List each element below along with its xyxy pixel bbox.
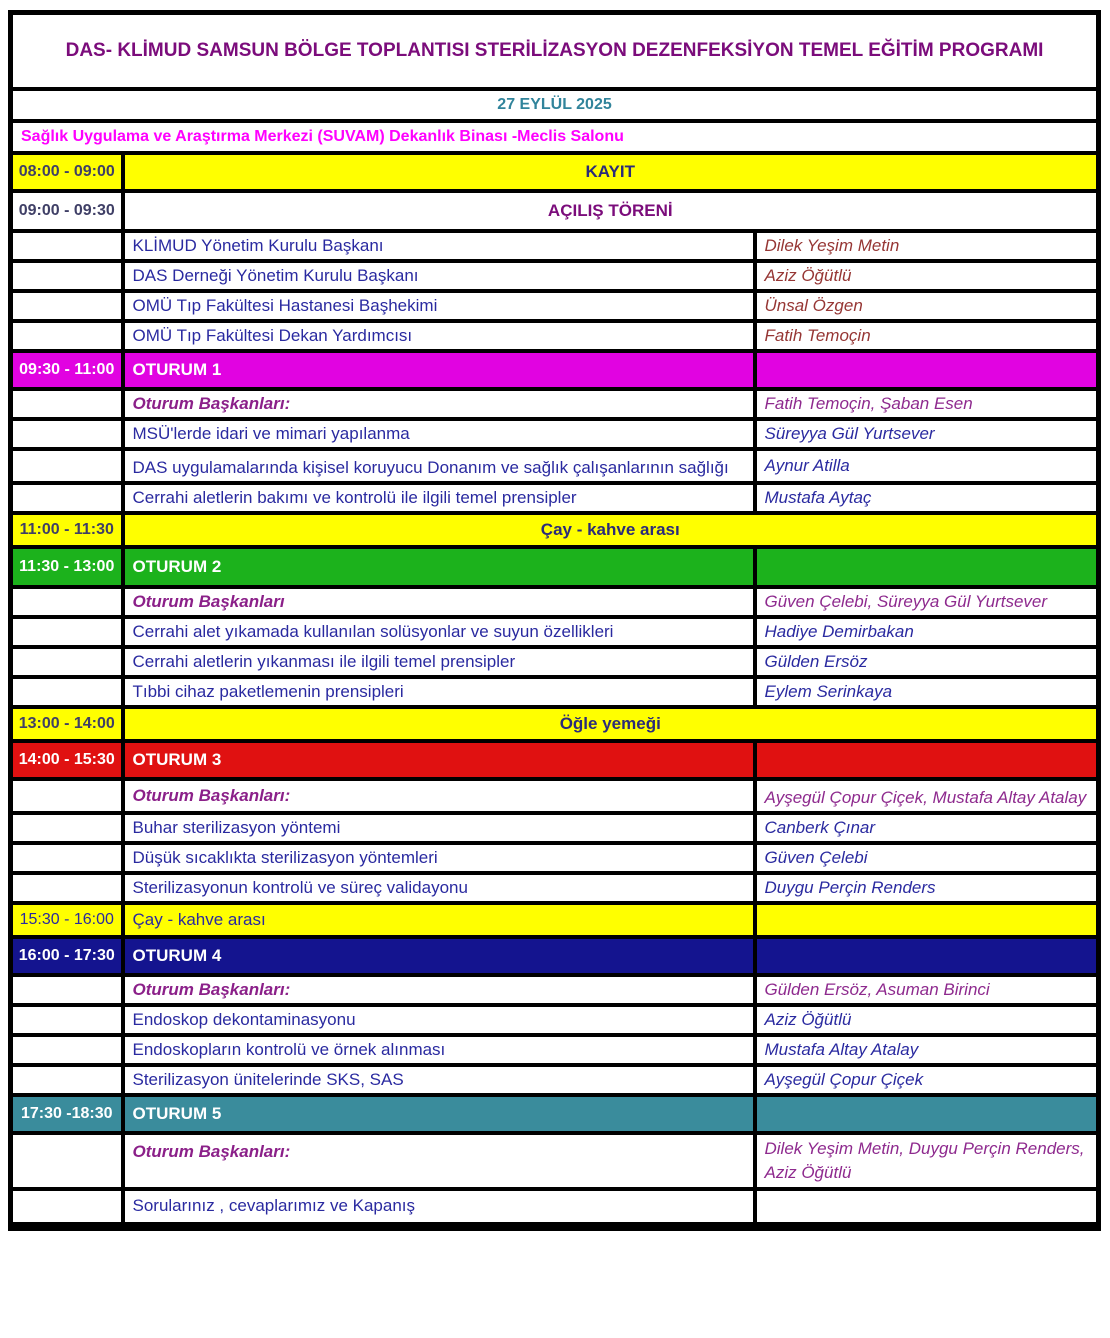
time-cell: 11:00 - 11:30 — [11, 513, 123, 547]
talk-row — [11, 617, 1099, 647]
speaker-cell: Gülden Ersöz — [755, 647, 1099, 677]
topic-cell: Tıbbi cihaz paketlemenin prensipleri — [123, 677, 755, 707]
banner-cell: Öğle yemeği — [123, 707, 1099, 741]
time-cell: 14:00 - 15:30 — [11, 741, 123, 779]
time-cell — [11, 231, 123, 261]
time-cell — [11, 1005, 123, 1035]
session-spacer-cell — [755, 903, 1099, 937]
opening-speaker-row — [11, 261, 1099, 291]
speaker-cell: Hadiye Demirbakan — [755, 617, 1099, 647]
location-row — [11, 121, 1099, 153]
session-row-2 — [11, 547, 1099, 587]
chairs-row — [11, 389, 1099, 419]
topic-cell: Cerrahi aletlerin yıkanması ile ilgili temel prensipler — [123, 647, 755, 677]
chairs-row — [11, 975, 1099, 1005]
topic-cell: Endoskop dekontaminasyonu — [123, 1005, 755, 1035]
time-cell — [11, 617, 123, 647]
topic-cell: Cerrahi alet yıkamada kullanılan solüsyonlar ve suyun özellikleri — [123, 617, 755, 647]
banner-cell: AÇILIŞ TÖRENİ — [123, 191, 1099, 231]
time-cell — [11, 779, 123, 813]
speaker-cell: Ayşegül Çopur Çiçek, Mustafa Altay Atalay — [755, 779, 1099, 813]
topic-cell: DAS Derneği Yönetim Kurulu Başkanı — [123, 261, 755, 291]
topic-cell: Oturum Başkanları: — [123, 975, 755, 1005]
title-row-text: DAS- KLİMUD SAMSUN BÖLGE TOPLANTISI STERİLİZASYON DEZENFEKSİYON TEMEL EĞİTİM PROGRAMI — [11, 13, 1099, 89]
session-label-cell: OTURUM 3 — [123, 741, 755, 779]
speaker-cell: Aziz Öğütlü — [755, 1005, 1099, 1035]
topic-cell: Oturum Başkanları: — [123, 779, 755, 813]
chairs-row — [11, 587, 1099, 617]
time-cell — [11, 1133, 123, 1189]
chairs-row — [11, 779, 1099, 813]
speaker-cell: Duygu Perçin Renders — [755, 873, 1099, 903]
speaker-cell: Süreyya Gül Yurtsever — [755, 419, 1099, 449]
speaker-cell: Aziz Öğütlü — [755, 261, 1099, 291]
kayit-row — [11, 153, 1099, 191]
speaker-cell — [755, 1189, 1099, 1227]
title-row — [11, 13, 1099, 89]
closing-row — [11, 1189, 1099, 1227]
session-spacer-cell — [755, 937, 1099, 975]
time-cell — [11, 587, 123, 617]
time-cell — [11, 321, 123, 351]
location-row-text: Sağlık Uygulama ve Araştırma Merkezi (SUVAM) Dekanlık Binası -Meclis Salonu — [11, 121, 1099, 153]
talk-row — [11, 647, 1099, 677]
talk-row — [11, 1065, 1099, 1095]
speaker-cell: Fatih Temoçin — [755, 321, 1099, 351]
time-cell — [11, 873, 123, 903]
acilis-row — [11, 191, 1099, 231]
speaker-cell: Fatih Temoçin, Şaban Esen — [755, 389, 1099, 419]
topic-cell: KLİMUD Yönetim Kurulu Başkanı — [123, 231, 755, 261]
topic-cell: OMÜ Tıp Fakültesi Hastanesi Başhekimi — [123, 291, 755, 321]
talk-row — [11, 677, 1099, 707]
talk-row — [11, 419, 1099, 449]
talk-row — [11, 1005, 1099, 1035]
speaker-cell: Güven Çelebi, Süreyya Gül Yurtsever — [755, 587, 1099, 617]
session-spacer-cell — [755, 351, 1099, 389]
session-row-5 — [11, 1095, 1099, 1133]
speaker-cell: Canberk Çınar — [755, 813, 1099, 843]
topic-cell: Sterilizasyonun kontrolü ve süreç validayonu — [123, 873, 755, 903]
topic-cell: Sorularınız , cevaplarımız ve Kapanış — [123, 1189, 755, 1227]
session-row-1 — [11, 351, 1099, 389]
time-cell — [11, 389, 123, 419]
topic-cell: DAS uygulamalarında kişisel koruyucu Donanım ve sağlık çalışanlarının sağlığı — [123, 449, 755, 483]
speaker-cell: Ayşegül Çopur Çiçek — [755, 1065, 1099, 1095]
topic-cell: Cerrahi aletlerin bakımı ve kontrolü ile ilgili temel prensipler — [123, 483, 755, 513]
speaker-cell: Aynur Atilla — [755, 449, 1099, 483]
time-cell: 08:00 - 09:00 — [11, 153, 123, 191]
chairs-row — [11, 1133, 1099, 1189]
time-cell — [11, 975, 123, 1005]
topic-cell: Oturum Başkanları: — [123, 1133, 755, 1189]
program-table — [8, 10, 1101, 1231]
time-cell — [11, 647, 123, 677]
opening-speaker-row — [11, 291, 1099, 321]
time-cell — [11, 419, 123, 449]
time-cell: 13:00 - 14:00 — [11, 707, 123, 741]
talk-row — [11, 873, 1099, 903]
topic-cell: Düşük sıcaklıkta sterilizasyon yöntemleri — [123, 843, 755, 873]
time-cell — [11, 1065, 123, 1095]
topic-cell: OMÜ Tıp Fakültesi Dekan Yardımcısı — [123, 321, 755, 351]
topic-cell: MSÜ'lerde idari ve mimari yapılanma — [123, 419, 755, 449]
banner-cell: KAYIT — [123, 153, 1099, 191]
talk-row — [11, 1035, 1099, 1065]
time-cell: 11:30 - 13:00 — [11, 547, 123, 587]
talk-row — [11, 843, 1099, 873]
session-spacer-cell — [755, 741, 1099, 779]
speaker-cell: Güven Çelebi — [755, 843, 1099, 873]
session-spacer-cell — [755, 547, 1099, 587]
time-cell — [11, 843, 123, 873]
speaker-cell: Ünsal Özgen — [755, 291, 1099, 321]
speaker-cell: Eylem Serinkaya — [755, 677, 1099, 707]
time-cell: 17:30 -18:30 — [11, 1095, 123, 1133]
time-cell — [11, 449, 123, 483]
session-row-4 — [11, 937, 1099, 975]
topic-cell: Buhar sterilizasyon yöntemi — [123, 813, 755, 843]
time-cell: 15:30 - 16:00 — [11, 903, 123, 937]
date-row-text: 27 EYLÜL 2025 — [11, 89, 1099, 121]
time-cell — [11, 291, 123, 321]
break-row — [11, 903, 1099, 937]
time-cell — [11, 483, 123, 513]
speaker-cell: Mustafa Altay Atalay — [755, 1035, 1099, 1065]
session-spacer-cell — [755, 1095, 1099, 1133]
speaker-cell: Dilek Yeşim Metin, Duygu Perçin Renders, Aziz Öğütlü — [755, 1133, 1099, 1189]
time-cell — [11, 677, 123, 707]
time-cell — [11, 1035, 123, 1065]
session-label-cell: Çay - kahve arası — [123, 903, 755, 937]
session-label-cell: OTURUM 5 — [123, 1095, 755, 1133]
opening-speaker-row — [11, 231, 1099, 261]
session-label-cell: OTURUM 2 — [123, 547, 755, 587]
date-row — [11, 89, 1099, 121]
talk-row — [11, 449, 1099, 483]
session-label-cell: OTURUM 1 — [123, 351, 755, 389]
break-row — [11, 513, 1099, 547]
time-cell: 16:00 - 17:30 — [11, 937, 123, 975]
talk-row — [11, 483, 1099, 513]
time-cell: 09:00 - 09:30 — [11, 191, 123, 231]
speaker-cell: Mustafa Aytaç — [755, 483, 1099, 513]
lunch-row — [11, 707, 1099, 741]
banner-cell: Çay - kahve arası — [123, 513, 1099, 547]
topic-cell: Oturum Başkanları: — [123, 389, 755, 419]
time-cell: 09:30 - 11:00 — [11, 351, 123, 389]
program-body — [11, 13, 1099, 1227]
speaker-cell: Dilek Yeşim Metin — [755, 231, 1099, 261]
topic-cell: Sterilizasyon ünitelerinde SKS, SAS — [123, 1065, 755, 1095]
speaker-cell: Gülden Ersöz, Asuman Birinci — [755, 975, 1099, 1005]
time-cell — [11, 261, 123, 291]
program-container — [8, 10, 1101, 1231]
talk-row — [11, 813, 1099, 843]
session-row-3 — [11, 741, 1099, 779]
topic-cell: Endoskopların kontrolü ve örnek alınması — [123, 1035, 755, 1065]
session-label-cell: OTURUM 4 — [123, 937, 755, 975]
topic-cell: Oturum Başkanları — [123, 587, 755, 617]
time-cell — [11, 813, 123, 843]
opening-speaker-row — [11, 321, 1099, 351]
time-cell — [11, 1189, 123, 1227]
